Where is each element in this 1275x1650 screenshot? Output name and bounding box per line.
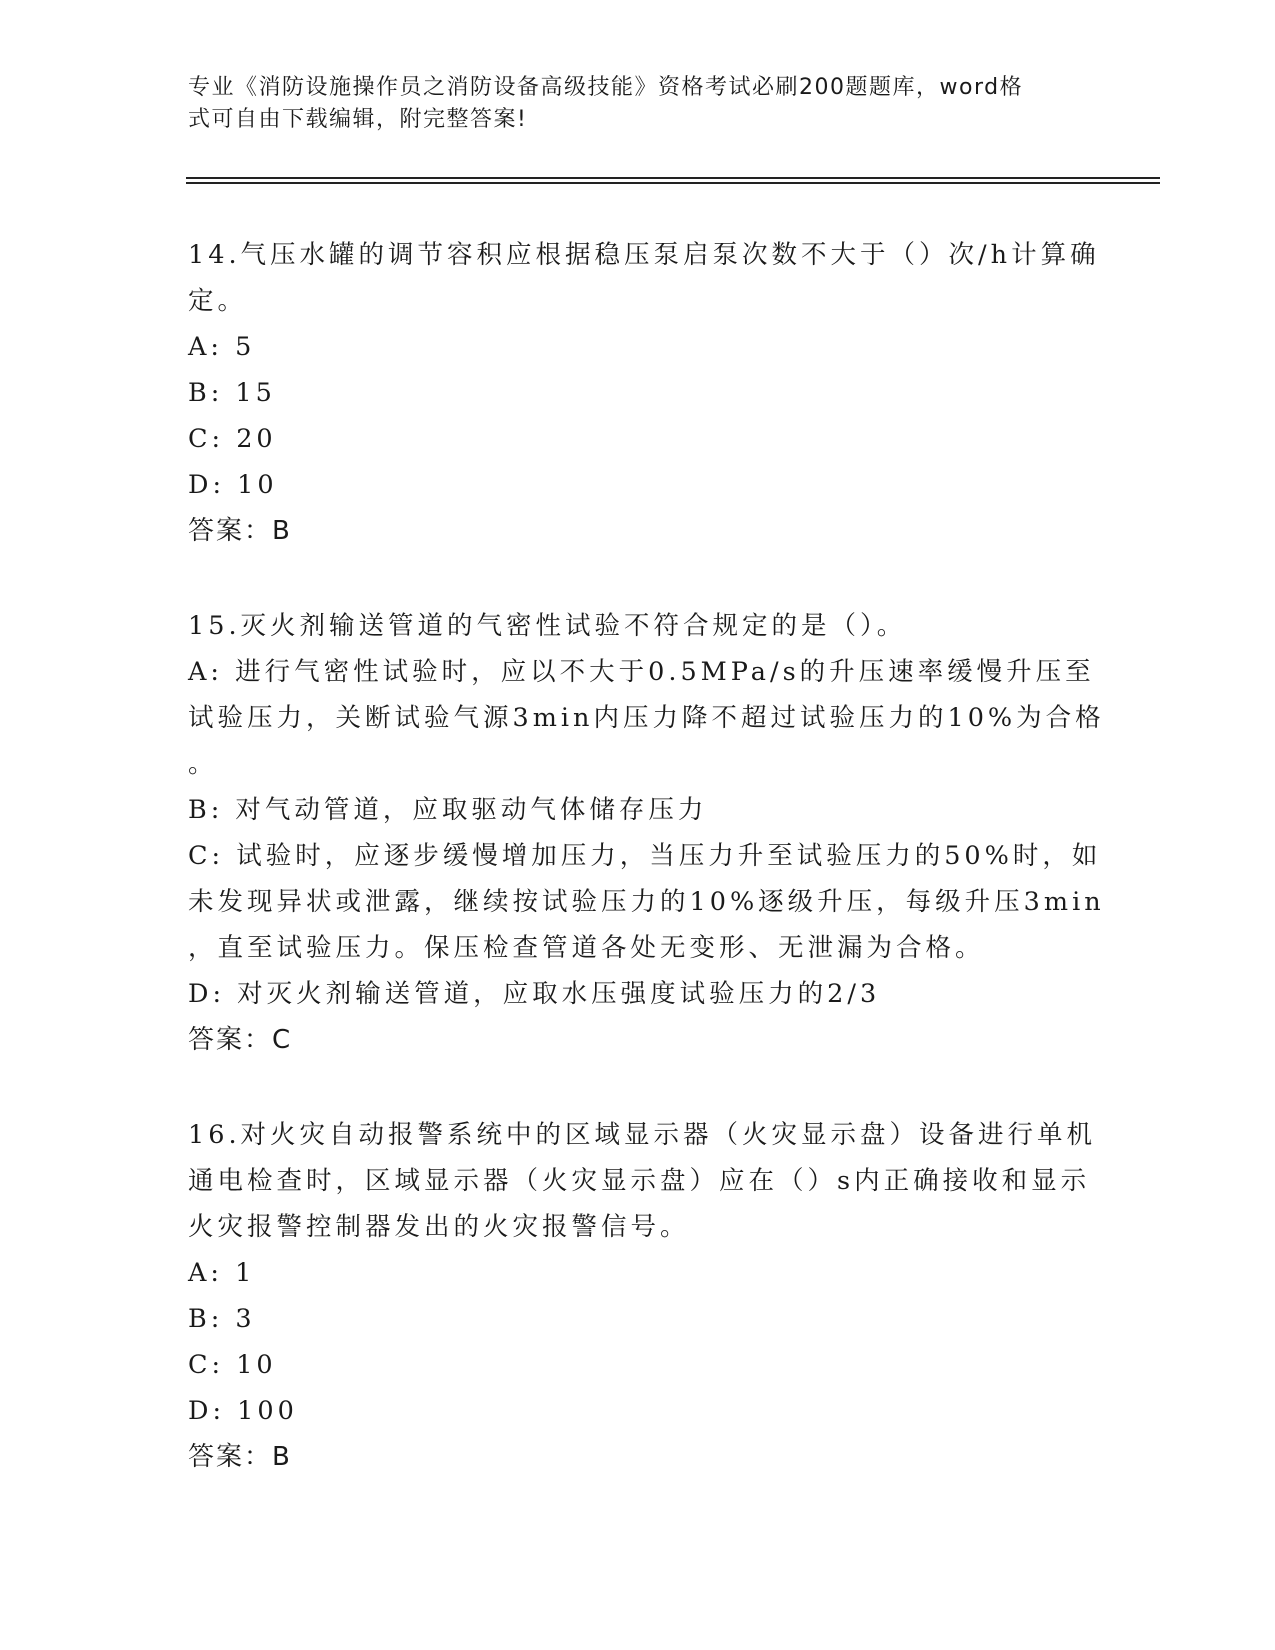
question-text: 14.气压水罐的调节容积应根据稳压泵启泵次数不大于（）次/h计算确 [188, 240, 1100, 270]
option-a-continued: 。 [188, 749, 218, 779]
option-b: B: 15 [188, 378, 276, 408]
question-15 [188, 603, 1105, 1063]
question-16 [188, 1112, 1097, 1480]
option-b: B: 3 [188, 1304, 256, 1334]
header-divider-bottom [186, 182, 1160, 184]
option-c: C: 试验时，应逐步缓慢增加压力，当压力升至试验压力的50%时，如 [188, 841, 1102, 871]
option-c: C: 20 [188, 424, 277, 454]
answer-label: 答案：B [188, 1442, 292, 1472]
question-14 [188, 232, 1100, 554]
option-a-continued: 试验压力，关断试验气源3min内压力降不超过试验压力的10%为合格 [188, 703, 1105, 733]
header-line-2: 式可自由下载编辑，附完整答案! [188, 107, 528, 132]
question-list [188, 232, 1105, 1529]
option-a: A: 进行气密性试验时，应以不大于0.5MPa/s的升压速率缓慢升压至 [188, 657, 1095, 687]
option-d: D: 10 [188, 470, 278, 500]
question-text: 定。 [188, 286, 248, 316]
option-d: D: 对灭火剂输送管道，应取水压强度试验压力的2/3 [188, 979, 881, 1009]
question-text: 火灾报警控制器发出的火灾报警信号。 [188, 1212, 690, 1242]
option-a: A: 1 [188, 1258, 256, 1288]
answer-label: 答案：B [188, 516, 292, 546]
header-line-1: 专业《消防设施操作员之消防设备高级技能》资格考试必刷200题题库，word格 [188, 75, 1024, 100]
option-d: D: 100 [188, 1396, 298, 1426]
question-text: 16.对火灾自动报警系统中的区域显示器（火灾显示盘）设备进行单机 [188, 1120, 1097, 1150]
option-a: A: 5 [188, 332, 256, 362]
option-c-continued: ，直至试验压力。保压检查管道各处无变形、无泄漏为合格。 [188, 933, 985, 963]
document-header [188, 72, 1088, 136]
question-text: 15.灭火剂输送管道的气密性试验不符合规定的是（）。 [188, 611, 907, 641]
option-b: B: 对气动管道，应取驱动气体储存压力 [188, 795, 708, 825]
header-divider-top [186, 177, 1160, 179]
question-text: 通电检查时，区域显示器（火灾显示盘）应在（）s内正确接收和显示 [188, 1166, 1091, 1196]
option-c-continued: 未发现异状或泄露，继续按试验压力的10%逐级升压，每级升压3min [188, 887, 1105, 917]
option-c: C: 10 [188, 1350, 277, 1380]
answer-label: 答案：C [188, 1025, 293, 1055]
